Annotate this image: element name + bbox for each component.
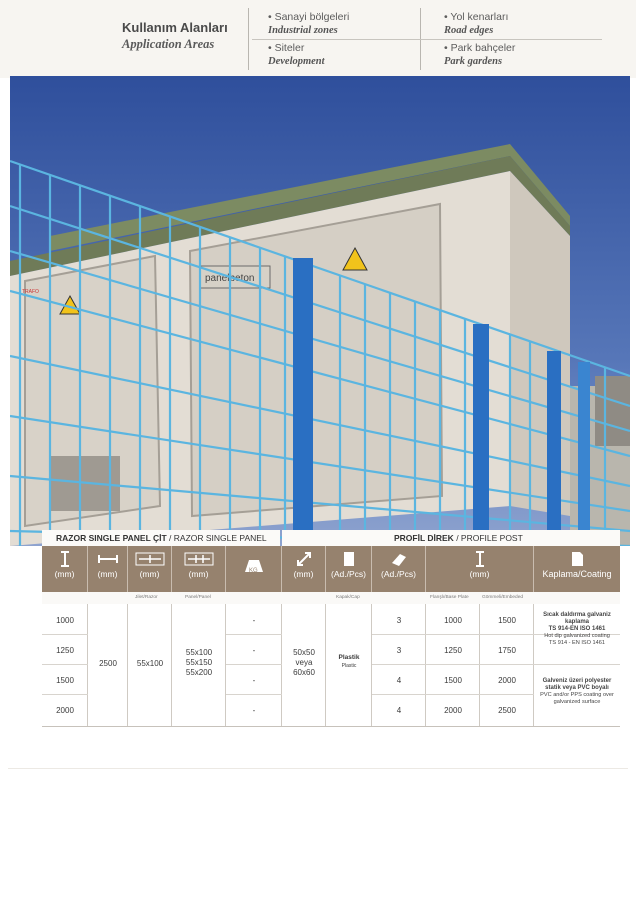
page-rule	[8, 768, 628, 769]
kg-value: -	[252, 616, 256, 625]
width-icon	[98, 551, 118, 567]
fence-label-tr: RAZOR SINGLE PANEL ÇİT	[56, 533, 167, 543]
table-body	[42, 604, 620, 726]
fence-illustration	[10, 76, 630, 546]
row-divider	[226, 694, 282, 695]
kg-value: -	[252, 706, 256, 715]
clip-value: 3	[396, 616, 402, 625]
embedded-value: 1500	[498, 616, 516, 625]
coating2-tr: Galveniz üzeri polyester statik veya PVC boyalı	[542, 678, 612, 691]
area-park	[444, 42, 515, 67]
coating1-tr: Sıcak daldırma galvaniz kaplama	[543, 612, 611, 625]
area-road	[444, 11, 508, 36]
base-plate-value: 1250	[444, 646, 462, 655]
section-title	[122, 20, 228, 52]
coating2-en: PVC and/or PPS coating over galvanized surface	[540, 692, 614, 705]
length-icon	[475, 551, 485, 567]
header-rule	[252, 39, 602, 40]
area-en: Road edges	[444, 25, 494, 36]
fence-post	[547, 351, 561, 546]
col-width	[88, 546, 128, 592]
document-icon	[570, 551, 584, 567]
height-value: 1250	[56, 646, 74, 655]
row-divider	[372, 664, 534, 665]
unit-label: (mm)	[469, 569, 490, 579]
sub-wire: Jilet/Razor	[135, 595, 158, 600]
unit-label: (Ad./Pcs)	[381, 569, 416, 579]
base-plate-value: 2000	[444, 706, 462, 715]
embedded-value: 2500	[498, 706, 516, 715]
post-size-value: 60x60	[293, 668, 315, 677]
height-value: 1000	[56, 616, 74, 625]
col-wire	[128, 546, 172, 592]
cap-value: Plastik	[338, 654, 360, 661]
width-value: 2500	[99, 659, 117, 668]
unit-label: (mm)	[97, 569, 118, 579]
coating-galvanized	[536, 612, 618, 647]
post-size-value: veya	[295, 658, 313, 667]
wire-value: 55x100	[136, 659, 164, 668]
row-divider	[226, 664, 282, 665]
cap-value-en: Plastic	[341, 663, 357, 669]
weight-icon	[243, 556, 265, 572]
photo-trafo-label: TRAFO	[22, 289, 39, 295]
col-coating	[534, 546, 620, 592]
fence-post	[293, 258, 313, 546]
sub-embedded: Gömmeli/Embeded	[482, 595, 524, 600]
post-label-tr: PROFİL DİREK	[394, 533, 454, 543]
col-clip	[372, 546, 426, 592]
area-industrial	[268, 11, 349, 36]
panel-value: 55x100	[185, 648, 213, 657]
col-cap	[326, 546, 372, 592]
panel-icon	[184, 551, 214, 567]
sub-panel: Panel/Panel	[185, 595, 211, 600]
panel-value: 55x150	[185, 658, 213, 667]
clip-value: 3	[396, 646, 402, 655]
area-en: Park gardens	[444, 56, 503, 67]
area-en: Industrial zones	[268, 25, 338, 36]
unit-label: (mm)	[139, 569, 160, 579]
header-row	[42, 546, 620, 592]
area-tr: • Park bahçeler	[444, 42, 516, 54]
row-divider	[42, 634, 88, 635]
row-divider	[42, 664, 88, 665]
fence-post	[473, 324, 489, 546]
area-development	[268, 42, 325, 67]
sub-cap: Kapak/Cap	[336, 595, 360, 600]
coating-label: Kaplama/Coating	[542, 569, 612, 579]
coating-polyester	[536, 678, 618, 706]
post-section-label	[282, 530, 620, 546]
unit-label: (mm)	[54, 569, 75, 579]
height-value: 1500	[56, 676, 74, 685]
col-post-size	[282, 546, 326, 592]
base-plate-value: 1000	[444, 616, 462, 625]
clip-value: 4	[396, 706, 402, 715]
photo-sign-text: panelbeton	[205, 273, 255, 284]
kg-value: -	[252, 646, 256, 655]
row-divider	[372, 694, 534, 695]
area-tr: • Siteler	[268, 42, 305, 54]
clip-icon	[390, 551, 408, 567]
title-en: Application Areas	[122, 37, 215, 51]
kg-value: -	[252, 676, 256, 685]
fence-post	[578, 362, 590, 546]
col-panel	[172, 546, 226, 592]
coating1-std: TS 914-EN ISO 1461	[548, 626, 606, 632]
post-label-en: / PROFILE POST	[453, 533, 523, 543]
subheader-row	[42, 592, 620, 604]
clip-value: 4	[396, 676, 402, 685]
fence-section-label	[42, 530, 280, 546]
height-value: 2000	[56, 706, 74, 715]
col-post-length	[426, 546, 534, 592]
unit-label: (mm)	[293, 569, 314, 579]
area-en: Development	[268, 56, 325, 67]
post-size-value: 50x50	[293, 648, 315, 657]
coating1-en: Hot dip galvanized coating	[544, 633, 610, 639]
razor-wire-icon	[135, 551, 165, 567]
area-tr: • Sanayi bölgeleri	[268, 11, 350, 23]
height-icon	[60, 551, 70, 567]
col-weight	[226, 546, 282, 592]
unit-label: (mm)	[188, 569, 209, 579]
sub-plate: Flanşlı/Base Plate	[430, 595, 469, 600]
header-divider	[248, 8, 249, 70]
title-tr: Kullanım Alanları	[122, 20, 228, 35]
header-band	[0, 0, 636, 78]
fence-label-en: / RAZOR SINGLE PANEL	[169, 533, 267, 543]
embedded-value: 2000	[498, 676, 516, 685]
fence-photo	[10, 76, 630, 546]
row-divider	[226, 634, 282, 635]
kg-label: KG	[248, 568, 258, 572]
col-height	[42, 546, 88, 592]
cap-icon	[343, 551, 355, 567]
coating1-std-en: TS 914 - EN ISO 1461	[549, 640, 605, 646]
table-bottom-rule	[42, 726, 620, 727]
unit-label: (Ad./Pcs)	[331, 569, 366, 579]
base-plate-value: 1500	[444, 676, 462, 685]
area-tr: • Yol kenarları	[444, 11, 509, 23]
diagonal-size-icon	[296, 551, 312, 567]
row-divider	[42, 694, 88, 695]
panel-value: 55x200	[185, 668, 213, 677]
row-divider	[534, 664, 620, 665]
embedded-value: 1750	[498, 646, 516, 655]
